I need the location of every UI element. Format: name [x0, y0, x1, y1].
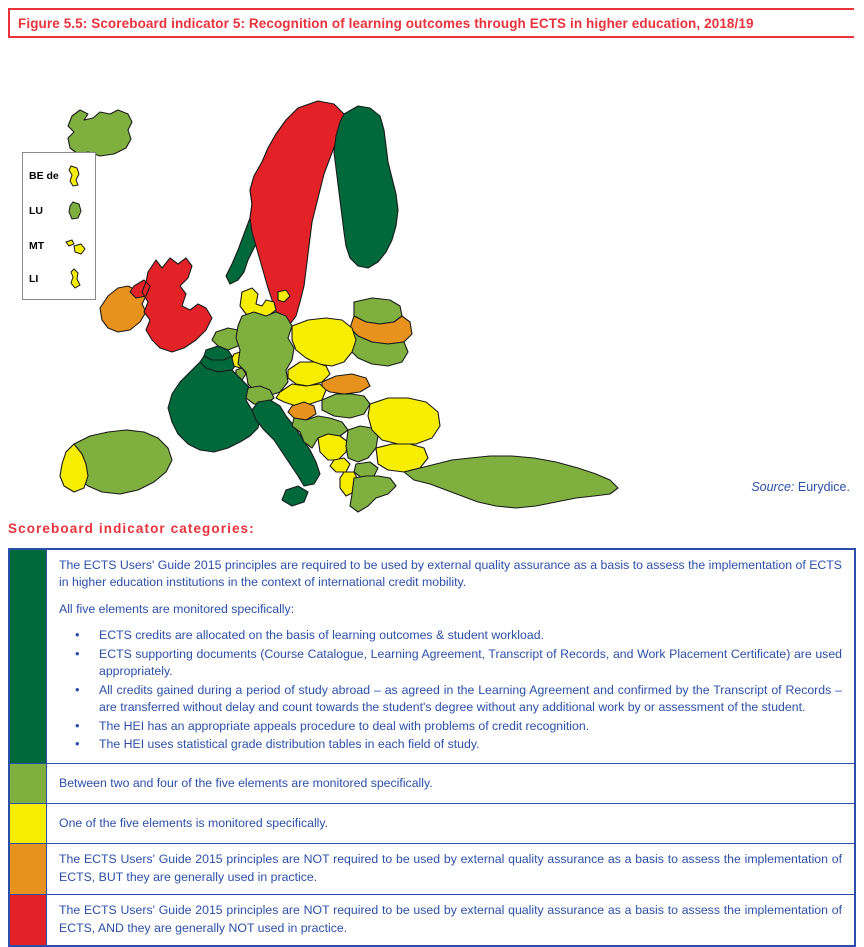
- inset-label-lu: LU: [29, 205, 43, 217]
- legend-row: [10, 844, 854, 895]
- legend-paragraph: The ECTS Users' Guide 2015 principles are required to be used by external quality assurance as a basis to assess the implementation of ECTS in higher education institutions in the context of international credit mobility.: [59, 558, 842, 590]
- inset-entry-mt: [29, 233, 89, 259]
- legend-bullet: • ECTS credits are allocated on the basis of learning outcomes & student workload.: [59, 627, 842, 644]
- legend-text-dark-green: [47, 550, 854, 763]
- country-IS[interactable]: [68, 110, 132, 156]
- legend-swatch-yellow: [10, 804, 47, 843]
- categories-heading: Scoreboard indicator categories:: [8, 521, 255, 536]
- legend-text-yellow: [47, 804, 854, 843]
- inset-shape-mt: [63, 233, 89, 259]
- country-GR[interactable]: [350, 476, 396, 512]
- page-title: Figure 5.5: Scoreboard indicator 5: Recognition of learning outcomes through ECTS in higher education, 2018/19: [18, 15, 754, 31]
- legend-bullet: • The HEI has an appropriate appeals procedure to deal with problems of credit recognition.: [59, 718, 842, 735]
- source-value: Eurydice.: [794, 480, 850, 494]
- map-inset-legend: [22, 152, 96, 300]
- country-HU[interactable]: [322, 394, 370, 418]
- legend-bullet: • All credits gained during a period of study abroad – as agreed in the Learning Agreement and confirmed by the Transcript of Records – are transferred without delay and count towards the student's degree without any additional work by or assessment of the student.: [59, 682, 842, 717]
- legend-paragraph: The ECTS Users' Guide 2015 principles are NOT required to be used by external quality assurance as a basis to assess the implementation of ECTS, BUT they are generally used in practice.: [59, 852, 842, 884]
- legend-swatch-dark-green: [10, 550, 47, 763]
- legend-row: [10, 764, 854, 804]
- map-svg: [0, 44, 864, 514]
- europe-choropleth-map: [0, 44, 864, 514]
- legend-paragraph: All five elements are monitored specifically:: [59, 601, 295, 616]
- legend-swatch-orange: [10, 844, 47, 894]
- legend-row: [10, 895, 854, 945]
- legend-row: [10, 804, 854, 844]
- country-TR[interactable]: [404, 456, 618, 508]
- legend-text-orange: [47, 844, 854, 894]
- inset-label-mt: MT: [29, 240, 45, 252]
- country-FI[interactable]: [334, 106, 398, 268]
- country-SE[interactable]: [250, 101, 344, 324]
- inset-shape-lu: [63, 198, 89, 224]
- scoreboard-categories-table: [8, 548, 856, 947]
- legend-text-olive-green: [47, 764, 854, 803]
- inset-entry-be-de: [29, 163, 89, 189]
- inset-entry-li: [29, 266, 89, 292]
- source-line: [751, 480, 850, 494]
- inset-shape-li: [63, 266, 89, 292]
- legend-row: [10, 550, 854, 764]
- country-PL[interactable]: [292, 318, 356, 366]
- legend-bullet-list: [59, 627, 842, 753]
- country-RO[interactable]: [368, 398, 440, 444]
- legend-paragraph: The ECTS Users' Guide 2015 principles are NOT required to be used by external quality assurance as a basis to assess the implementation of ECTS, AND they are generally NOT used in practice.: [59, 903, 842, 935]
- inset-shape-be-de: [63, 163, 89, 189]
- inset-label-li: LI: [29, 273, 39, 285]
- country-BA[interactable]: [318, 434, 348, 460]
- legend-paragraph: Between two and four of the five elements are monitored specifically.: [59, 775, 433, 790]
- inset-label-be-de: BE de: [29, 170, 59, 182]
- inset-entry-lu: [29, 198, 89, 224]
- legend-bullet: • The HEI uses statistical grade distribution tables in each field of study.: [59, 736, 842, 753]
- country-SK[interactable]: [322, 374, 370, 394]
- legend-swatch-red: [10, 895, 47, 945]
- figure-title-bar: [8, 8, 854, 38]
- legend-swatch-olive-green: [10, 764, 47, 803]
- source-label: Source:: [751, 480, 795, 494]
- legend-bullet: • ECTS supporting documents (Course Catalogue, Learning Agreement, Transcript of Records, and Work Placement Certificate) are used appropriately.: [59, 646, 842, 681]
- legend-text-red: [47, 895, 854, 945]
- legend-paragraph: One of the five elements is monitored specifically.: [59, 815, 329, 830]
